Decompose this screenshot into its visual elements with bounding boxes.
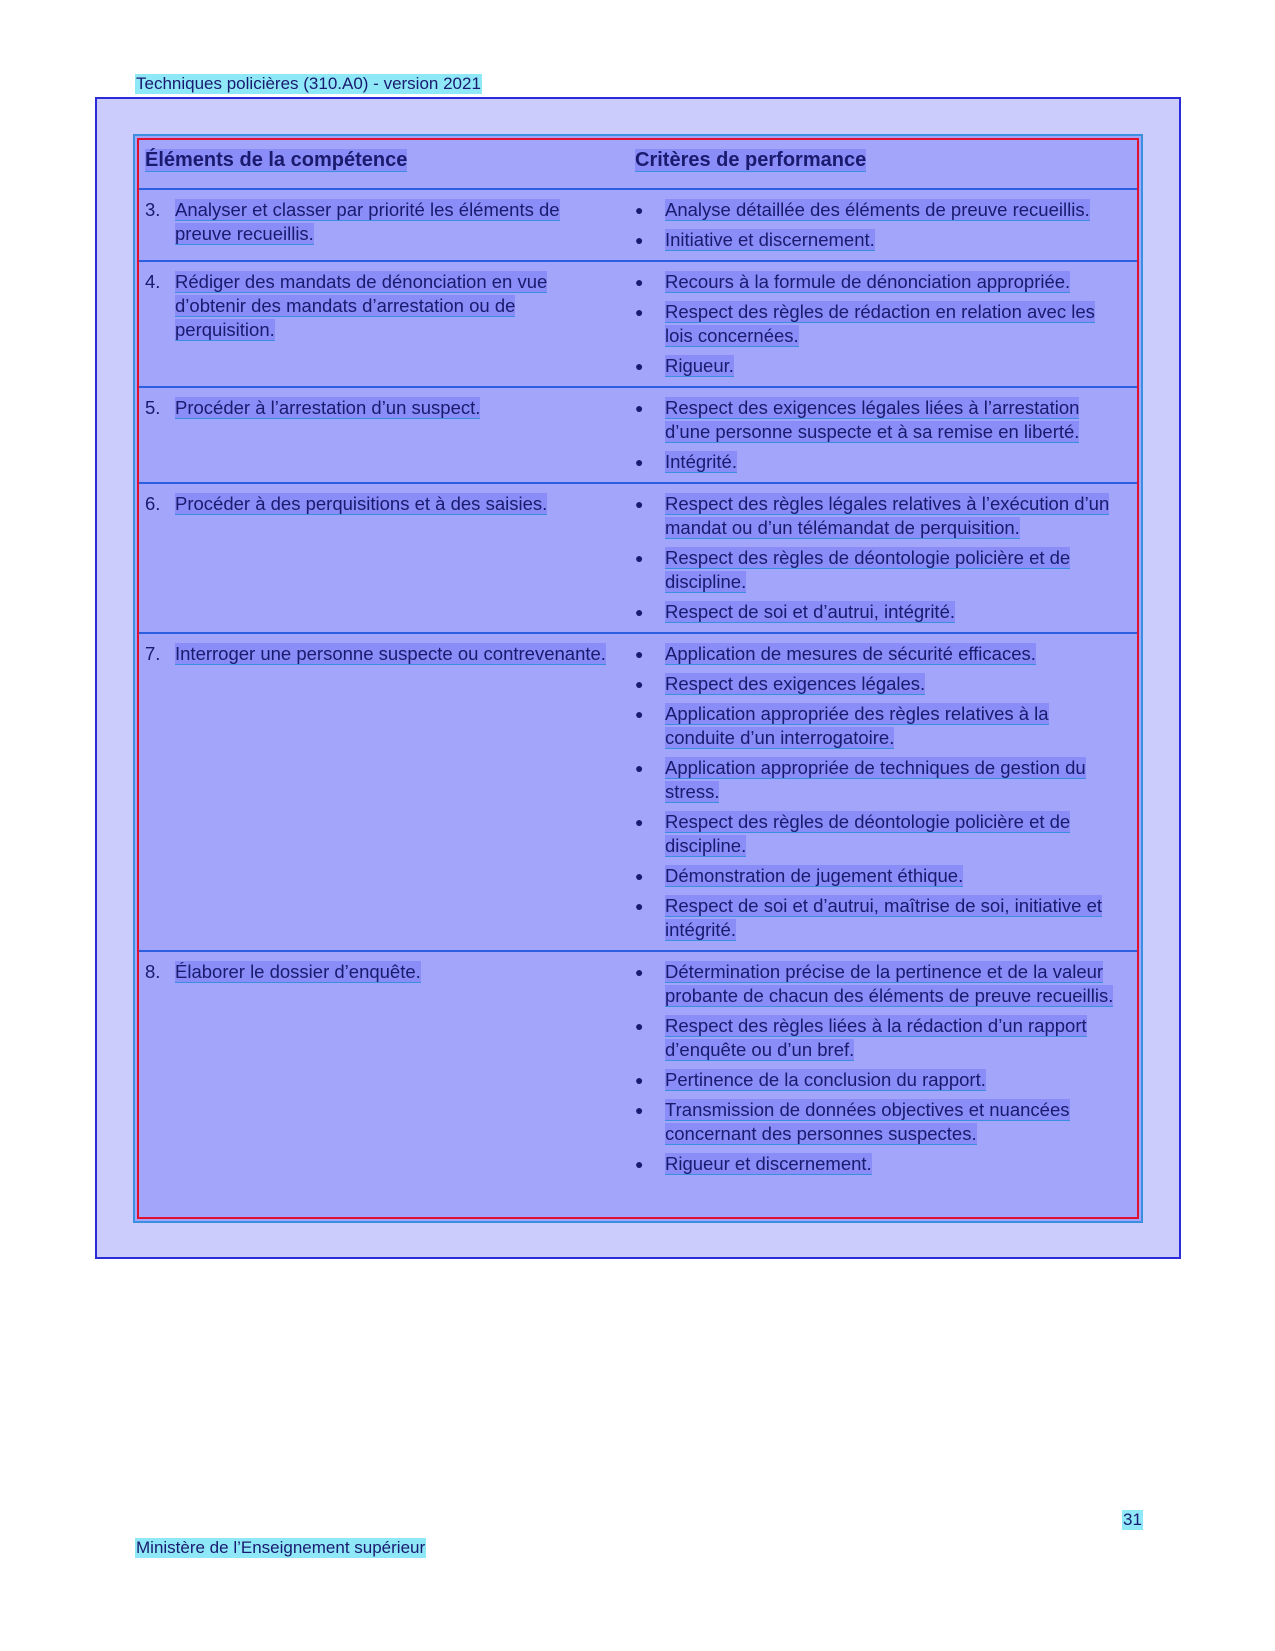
criteria-list: [635, 492, 1115, 624]
element-number: 7.: [145, 643, 161, 664]
list-item: [635, 300, 1115, 348]
page-number: 31: [1123, 1510, 1142, 1529]
criterion-text: Transmission de données objectives et nuancées concernant des personnes suspectes.: [665, 1099, 1070, 1144]
criteria-list: [635, 396, 1115, 474]
bullet-icon: ●: [635, 646, 644, 662]
criterion-text: Respect des exigences légales.: [665, 673, 926, 694]
table-row: [139, 189, 1137, 261]
list-item: [635, 960, 1115, 1008]
bullet-icon: ●: [635, 676, 644, 692]
element-cell: [139, 387, 635, 483]
criterion-text: Respect des règles de déontologie policière et de discipline.: [665, 811, 1071, 856]
criterion-text: Respect des règles légales relatives à l’exécution d’un mandat ou d’un télémandat de perquisition.: [665, 493, 1110, 538]
list-item: [635, 1068, 1115, 1092]
bullet-icon: ●: [635, 358, 644, 374]
element-cell: [139, 261, 635, 387]
element-text: Élaborer le dossier d’enquête.: [175, 961, 421, 982]
element-cell: [139, 633, 635, 951]
list-item: [635, 600, 1115, 624]
element-number: 6.: [145, 493, 161, 514]
bullet-icon: ●: [635, 1156, 644, 1172]
element-number: 3.: [145, 199, 161, 220]
criterion-text: Initiative et discernement.: [665, 229, 875, 250]
bullet-icon: ●: [635, 496, 644, 512]
element-text: Procéder à des perquisitions et à des saisies.: [175, 493, 548, 514]
criterion-text: Respect des exigences légales liées à l’arrestation d’une personne suspecte et à sa remise en liberté.: [665, 397, 1080, 442]
list-item: [635, 864, 1115, 888]
element-text: Analyser et classer par priorité les éléments de preuve recueillis.: [175, 199, 560, 244]
criteria-cell: [635, 261, 1137, 387]
criterion-text: Respect des règles de déontologie policière et de discipline.: [665, 547, 1071, 592]
list-item: [635, 672, 1115, 696]
list-item: [635, 198, 1115, 222]
criterion-text: Respect de soi et d’autrui, maîtrise de soi, initiative et intégrité.: [665, 895, 1103, 940]
list-item: [635, 642, 1115, 666]
bullet-icon: ●: [635, 202, 644, 218]
element-number: 5.: [145, 397, 161, 418]
page-footer: Ministère de l’Enseignement supérieur: [136, 1538, 426, 1557]
list-item: [635, 450, 1115, 474]
criterion-text: Pertinence de la conclusion du rapport.: [665, 1069, 986, 1090]
criterion-text: Application appropriée de techniques de gestion du stress.: [665, 757, 1086, 802]
criterion-text: Rigueur et discernement.: [665, 1153, 872, 1174]
list-item: [635, 1014, 1115, 1062]
criteria-cell: [635, 483, 1137, 633]
table-row: [139, 387, 1137, 483]
table-row: [139, 633, 1137, 951]
table-body: [139, 189, 1137, 1184]
table-row: [139, 951, 1137, 1184]
list-item: [635, 810, 1115, 858]
bullet-icon: ●: [635, 304, 644, 320]
list-item: [635, 1098, 1115, 1146]
criteria-list: [635, 198, 1115, 252]
list-item: [635, 354, 1115, 378]
bullet-icon: ●: [635, 1102, 644, 1118]
criteria-cell: [635, 387, 1137, 483]
element-cell: [139, 951, 635, 1184]
bullet-icon: ●: [635, 550, 644, 566]
bullet-icon: ●: [635, 274, 644, 290]
column-header-criteria: Critères de performance: [635, 149, 867, 171]
criterion-text: Respect de soi et d’autrui, intégrité.: [665, 601, 955, 622]
element-cell: [139, 189, 635, 261]
criteria-list: [635, 270, 1115, 378]
list-item: [635, 546, 1115, 594]
criteria-cell: [635, 189, 1137, 261]
criteria-cell: [635, 633, 1137, 951]
list-item: [635, 1152, 1115, 1176]
criteria-cell: [635, 951, 1137, 1184]
page-header: Techniques policières (310.A0) - version 2021: [136, 74, 481, 93]
competence-table: [139, 140, 1137, 1184]
list-item: [635, 396, 1115, 444]
list-item: [635, 270, 1115, 294]
criterion-text: Intégrité.: [665, 451, 737, 472]
element-number: 8.: [145, 961, 161, 982]
criteria-list: [635, 642, 1115, 942]
bullet-icon: ●: [635, 898, 644, 914]
table-row: [139, 483, 1137, 633]
bullet-icon: ●: [635, 454, 644, 470]
bullet-icon: ●: [635, 706, 644, 722]
bullet-icon: ●: [635, 400, 644, 416]
bullet-icon: ●: [635, 868, 644, 884]
criterion-text: Détermination précise de la pertinence et de la valeur probante de chacun des éléments de preuve recueillis.: [665, 961, 1114, 1006]
element-cell: [139, 483, 635, 633]
element-number: 4.: [145, 271, 161, 292]
list-item: [635, 492, 1115, 540]
element-text: Rédiger des mandats de dénonciation en vue d’obtenir des mandats d’arrestation ou de perquisition.: [175, 271, 548, 340]
table-row: [139, 261, 1137, 387]
criterion-text: Application appropriée des règles relatives à la conduite d’un interrogatoire.: [665, 703, 1049, 748]
criterion-text: Recours à la formule de dénonciation appropriée.: [665, 271, 1071, 292]
bullet-icon: ●: [635, 232, 644, 248]
element-text: Interroger une personne suspecte ou contrevenante.: [175, 643, 606, 664]
criterion-text: Rigueur.: [665, 355, 734, 376]
criteria-list: [635, 960, 1115, 1176]
bullet-icon: ●: [635, 760, 644, 776]
element-text: Procéder à l’arrestation d’un suspect.: [175, 397, 481, 418]
list-item: [635, 894, 1115, 942]
bullet-icon: ●: [635, 1072, 644, 1088]
bullet-icon: ●: [635, 814, 644, 830]
criterion-text: Démonstration de jugement éthique.: [665, 865, 964, 886]
bullet-icon: ●: [635, 604, 644, 620]
criterion-text: Application de mesures de sécurité efficaces.: [665, 643, 1036, 664]
list-item: [635, 756, 1115, 804]
column-header-elements: Éléments de la compétence: [145, 149, 408, 171]
criterion-text: Respect des règles de rédaction en relation avec les lois concernées.: [665, 301, 1095, 346]
list-item: [635, 228, 1115, 252]
bullet-icon: ●: [635, 1018, 644, 1034]
list-item: [635, 702, 1115, 750]
criterion-text: Analyse détaillée des éléments de preuve recueillis.: [665, 199, 1090, 220]
bullet-icon: ●: [635, 964, 644, 980]
criterion-text: Respect des règles liées à la rédaction d’un rapport d’enquête ou d’un bref.: [665, 1015, 1087, 1060]
